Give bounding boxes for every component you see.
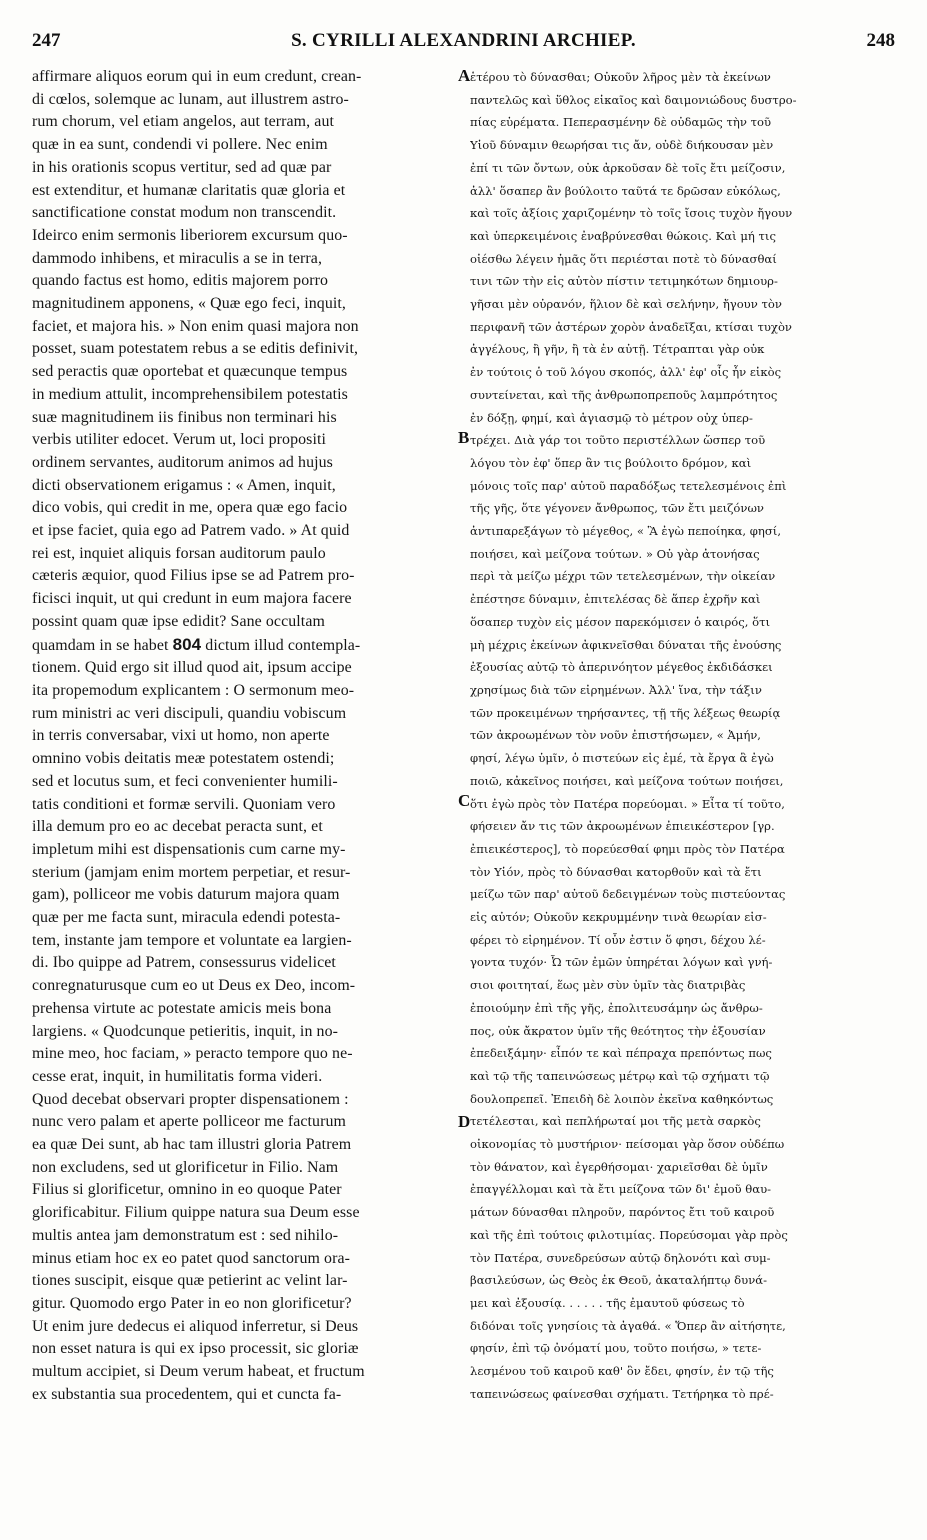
latin-text-line: Ut enim jure dedecus ei aliquod inferretur, si Deus	[32, 1317, 359, 1335]
greek-text-line: μει καὶ ἐξουσίᾳ. . . . . . τῆς ἐμαυτοῦ φύσεως τὸ	[470, 1295, 745, 1310]
greek-text-line: λόγου τὸν ἐφ' ὅπερ ἂν τις βούλοιτο δρόμον, καὶ	[470, 455, 752, 470]
greek-text-line: ἐπεδειξάμην· εἶπόν τε καὶ πέπραχα πρεπόντως πως	[470, 1046, 772, 1061]
greek-text-line: τῶν προκειμένων τηρήσαντες, τῇ τῆς λέξεως θεωρίᾳ	[470, 705, 781, 720]
latin-text-line: non esset natura is qui ex ipso processit, sic gloriæ	[32, 1340, 359, 1358]
latin-text-line: in medium attulit, incomprehensibilem potestatis	[32, 385, 348, 403]
greek-text-line: μάτων δύνασθαι πληροῦν, παρόντος ἔτι τοῦ καιροῦ	[470, 1205, 775, 1220]
latin-text-line: Filius si glorificetur, omnino in eo quoque Pater	[32, 1181, 342, 1199]
latin-text-line: quando factus est homo, editis majorem porro	[32, 272, 329, 290]
greek-text-line: πίας εὑρέματα. Πεπερασμένην δὲ οὐδαμῶς τὴν τοῦ	[470, 115, 772, 130]
greek-text-line: ἐξουσίας αὐτῷ τὸ ἀπερινόητον μέγεθος ἐκδιδάσκει	[470, 660, 773, 675]
greek-column	[470, 66, 894, 1526]
latin-text-line: di cœlos, solemque ac lunam, aut illustrem astro-	[32, 90, 349, 108]
greek-text-line: ἐν δόξῃ, φημί, καὶ ἁγιασμῷ τὸ μέτρον οὐχ ὑπερ-	[470, 410, 753, 425]
greek-text-line: περιφανῆ τῶν ἀστέρων χορὸν ἀναδεῖξαι, κτίσαι τυχὸν	[470, 319, 792, 334]
latin-text-line: magnitudinem apponens, « Quæ ego feci, inquit,	[32, 295, 346, 313]
greek-text-line: καὶ ὑπερκειμένοις ἐναβρύνεσθαι θώκοις. Καὶ μή τις	[470, 228, 776, 243]
latin-text-line: faciet, et majora his. » Non enim quasi majora non	[32, 317, 359, 335]
latin-text-line: glorificabitur. Filium quippe natura sua Deum esse	[32, 1204, 360, 1222]
greek-text-line: φήσειεν ἄν τις τῶν ἀκροωμένων ἐπιεικέστερον [γρ.	[470, 819, 775, 834]
running-title: S. CYRILLI ALEXANDRINI ARCHIEP.	[291, 30, 636, 51]
greek-text-line: μὴ μέχρις ἐκείνων ἀφικνεῖσθαι δύναται τῆς ἐνούσης	[470, 637, 782, 652]
latin-text-line: sed et locutus sum, et feci convenienter humili-	[32, 772, 338, 790]
latin-text-line: in his orationis scopus vertitur, sed ad quæ par	[32, 158, 332, 176]
greek-text-line: μόνοις τοῖς παρ' αὐτοῦ παραδόξως τετελεσμένοις ἐπὶ	[470, 478, 787, 493]
latin-text-line: conregnaturusque cum eo ut Deus ex Deo, incom-	[32, 977, 356, 995]
latin-text-line: sed peractis quæ oportebat et quæcunque tempus	[32, 363, 348, 381]
greek-text-line: ἀγγέλους, ἢ γῆν, ἢ τὰ ἐν αὐτῇ. Τέτραπται γὰρ οὐκ	[470, 342, 765, 357]
section-mark-a: A	[458, 66, 471, 85]
latin-text-line: quæ in ea sunt, condendi vi pollere. Nec enim	[32, 136, 328, 154]
greek-text-line: ποιῶ, κἀκεῖνος ποιήσει, καὶ μείζονα τούτων ποιήσει,	[470, 773, 784, 788]
latin-text-line: multum accipiet, si Deum verum habeat, et fructum	[32, 1363, 365, 1381]
greek-text-line: τὸν θάνατον, καὶ ἐγερθήσομαι· χαριεῖσθαι δὲ ὑμῖν	[470, 1159, 768, 1174]
greek-text-line: οἰέσθω λέγειν ἡμᾶς ὅτι περιέσται ποτὲ τὸ δύνασθαί	[470, 251, 777, 266]
greek-text-line: σιοι φοιτηταί, ἕως μὲν σὺν ὑμῖν τὰς διατριβὰς	[470, 978, 746, 993]
latin-text-line: tem, instante jam tempore et voluntate ea largien-	[32, 931, 352, 949]
greek-text-line: παντελῶς καὶ ὕθλος εἰκαῖος καὶ δαιμονιώδους δυστρο-	[470, 92, 797, 107]
latin-text-line: cæteris æquior, quod Filius ipse se ad Patrem pro-	[32, 567, 355, 585]
latin-text-line: rei est, inquiet aliquis forsan auditorum paulo	[32, 544, 326, 562]
greek-text-line: οἰκονομίας τὸ μυστήριον· πείσομαι γὰρ ὅσον οὐδέπω	[470, 1137, 785, 1152]
latin-text-line: di. Ibo quippe ad Patrem, consessurus videlicet	[32, 954, 336, 972]
latin-text-line: quamdam in se habet 804 dictum illud contempla-	[32, 634, 361, 654]
greek-text-line: ἀλλ' ὅσαπερ ἂν βούλοιτο ταῦτά τε δρῶσαν εὐκόλως,	[470, 183, 781, 198]
latin-text-line: mine meo, hoc faciam, » peracto tempore quo ne-	[32, 1045, 353, 1063]
greek-text-line: φέρει τὸ εἰρημένον. Τί οὖν ἐστιν ὅ φησι, δέχου λέ-	[470, 932, 766, 947]
latin-text-line: dicti observationem erigamus : « Amen, inquit,	[32, 476, 336, 494]
latin-text-line: ita propemodum explicantem : O sermonum meo-	[32, 681, 355, 699]
latin-text-line: verbis utiliter edocet. Verum ut, loci propositi	[32, 431, 327, 449]
greek-text-line: ὅσαπερ τυχὸν εἰς μέσον παρεκόμισεν ὁ καιρός, ὅτι	[470, 614, 771, 629]
page-number-right: 248	[866, 30, 895, 51]
latin-text-line: Quod decebat observari propter dispensationem :	[32, 1090, 349, 1108]
latin-text-line: largiens. « Quodcunque petieritis, inquit, in no-	[32, 1022, 339, 1040]
latin-text-line: in terris conversabar, vixi ut homo, non aperte	[32, 727, 330, 745]
latin-text-line: gam), polliceor me vobis daturum majora quam	[32, 886, 340, 904]
section-mark-c: C	[458, 791, 471, 810]
greek-text-line: συντείνεται, καὶ τῆς ἀνθρωποπρεποῦς λαμπρότητος	[470, 387, 778, 402]
greek-text-line: ἐπέστησε δύναμιν, ἐπιτελέσας δὲ ἅπερ ἐχρῆν καὶ	[470, 592, 761, 607]
greek-text-line: εἰς αὐτόν; Οὐκοῦν κεκρυμμένην τινὰ θεωρίαν εἰσ-	[470, 910, 767, 925]
latin-text-line: et ipse faciet, quia ego ad Patrem vado. » At quid	[32, 522, 350, 540]
latin-text-line: possint quam quæ ipse edidit? Sane occultam	[32, 612, 325, 630]
latin-text-line: tionem. Quid ergo sit illud quod ait, ipsum accipe	[32, 659, 352, 677]
greek-text-line: ὅτι ἐγὼ πρὸς τὸν Πατέρα πορεύομαι. » Εἶτα τί τοῦτο,	[470, 796, 785, 811]
latin-text-line: posset, suam potestatem rebus a se editis definivit,	[32, 340, 359, 358]
latin-text-line: tatis conditioni et formæ servili. Quoniam vero	[32, 795, 336, 813]
greek-text-line: τὸν Υἱόν, πρὸς τὸ δύνασθαι κατορθοῦν καὶ τὰ ἔτι	[470, 864, 762, 879]
latin-text-line: est extenditur, et humanæ claritatis quæ gloria et	[32, 181, 346, 199]
latin-text-line: ea quæ Dei sunt, ab hac tam illustri gloria Patrem	[32, 1136, 352, 1154]
greek-text-line: βασιλεύσων, ὡς Θεὸς ἐκ Θεοῦ, ἀκαταλήπτῳ δυνά-	[470, 1273, 767, 1288]
greek-text-line: τετέλεσται, καὶ πεπλήρωταί μοι τῆς μετὰ σαρκὸς	[470, 1114, 761, 1129]
section-mark-d: D	[458, 1112, 471, 1131]
latin-text-line: omnino vobis deitatis meæ potestatem ostendi;	[32, 750, 335, 768]
latin-text-line: sterium (jamjam enim mortem perpetiar, et resur-	[32, 863, 351, 881]
greek-text-line: πος, οὐκ ἄκρατον ὑμῖν τῆς θεότητος τὴν ἐξουσίαν	[470, 1023, 766, 1038]
latin-text-line: nunc vero palam et aperte polliceor me facturum	[32, 1113, 346, 1131]
greek-text-line: ἐν τούτοις ὁ τοῦ λόγου σκοπός, ἀλλ' ἐφ' οἷς ἦν εἰκὸς	[470, 365, 782, 380]
greek-text-line: χρησίμως διὰ τῶν εἰρημένων. Ἀλλ' ἵνα, τὴν τάξιν	[470, 682, 762, 697]
latin-column	[32, 66, 456, 1526]
column-number: 804	[172, 634, 202, 654]
greek-text-line: ἐπιεικέστερος], τὸ πορεύεσθαί φημι πρὸς τὸν Πατέρα	[470, 841, 785, 856]
greek-text-line: ἑτέρου τὸ δύνασθαι; Οὐκοῦν λῆρος μὲν τὰ ἐκείνων	[470, 70, 771, 84]
greek-text-line: ἐποιούμην ἐπὶ τῆς γῆς, ἐπολιτευσάμην ὡς ἄνθρω-	[470, 1000, 763, 1015]
greek-text-line: φησί, λέγω ὑμῖν, ὁ πιστεύων εἰς ἐμέ, τὰ ἔργα ἃ ἐγὼ	[470, 751, 774, 766]
greek-text-line: τινι τῶν τὴν εἰς αὐτὸν πίστιν τετιμηκότων δημιουρ-	[470, 274, 778, 289]
greek-text-line: Υἱοῦ δύναμιν θεωρήσαι τις ἄν, οὐδὲ διήκουσαν μὲν	[470, 138, 774, 153]
greek-text-line: καὶ τῷ τῆς ταπεινώσεως μέτρῳ καὶ τῷ σχήματι τῷ	[470, 1068, 770, 1083]
latin-text-line: minus etiam hoc ex eo patet quod sanctorum ora-	[32, 1249, 351, 1267]
latin-text-line: affirmare aliquos eorum qui in eum credunt, crean-	[32, 68, 362, 85]
greek-text-line: καὶ τοῖς ἀξίοις χαριζομένην τὸ τοῖς ἴσοις τυχὸν ἤγουν	[470, 206, 793, 221]
greek-text-line: τῶν ἀκροωμένων τὸν νοῦν ἐπιστήσωμεν, « Ἀμήν,	[470, 728, 761, 743]
greek-text-line: ἐπί τι τῶν ὄντων, οὐκ ἀρκοῦσαν δὲ τοῖς ἔτι μείζοσιν,	[470, 160, 786, 175]
latin-text-line: impletum mihi est dispensationis cum carne my-	[32, 840, 346, 858]
latin-text-line: tiones suscipit, eisque quæ petierint ac velint lar-	[32, 1272, 348, 1290]
latin-text-line: multis antea jam demonstratum est : sed nihilo-	[32, 1226, 339, 1244]
latin-text-line: dico vobis, qui credit in me, opera quæ ego facio	[32, 499, 348, 517]
greek-text-line: διδόναι τοῖς γνησίοις τὰ ἀγαθά. « Ὅπερ ἂν αἰτήσητε,	[470, 1318, 786, 1333]
page-header	[0, 30, 927, 60]
latin-text-line: illa demum pro eo ac decebat peracta sunt, et	[32, 818, 323, 836]
greek-text-line: καὶ τῆς ἐπὶ τούτοις φιλοτιμίας. Πορεύσομαι γὰρ πρὸς	[470, 1227, 788, 1242]
latin-text-line: ficisci inquit, ut qui credunt in eum majora facere	[32, 590, 352, 608]
greek-text-line: φησίν, ἐπὶ τῷ ὀνόματί μου, τοῦτο ποιήσω, » τετε-	[470, 1341, 762, 1356]
greek-text-line: τῆς γῆς, ὅτε γέγονεν ἄνθρωπος, τῶν ἔτι μειζόνων	[470, 501, 764, 516]
greek-text-line: ἐπαγγέλλομαι καὶ τὰ ἔτι μείζονα τῶν δι' ἐμοῦ θαυ-	[470, 1182, 772, 1197]
greek-text-line: λεσμένου τοῦ καιροῦ καθ' ὃν ἔδει, φησίν, ἐν τῷ τῆς	[470, 1364, 774, 1379]
page-number-left: 247	[32, 30, 61, 51]
latin-text-line: dammodo inhibens, et miraculis a se in terra,	[32, 249, 323, 267]
greek-text-line: τὸν Πατέρα, συνεδρεύσων αὐτῷ δηλονότι καὶ συμ-	[470, 1250, 771, 1265]
latin-text-line: gitur. Quomodo ergo Pater in eo non glorificetur?	[32, 1294, 352, 1312]
greek-text-line: ἀντιπαρεξάγων τὸ μέγεθος, « Ἃ ἐγὼ πεποίηκα, φησί,	[470, 524, 782, 539]
latin-text-line: Ideirco enim sermonis liberiorem excursum quo-	[32, 226, 348, 244]
latin-text-line: sanctificatione constat modum non transcendit.	[32, 204, 337, 222]
greek-text-line: ταπεινώσεως φαίνεσθαι σχήματι. Τετήρηκα τὸ πρέ-	[470, 1386, 774, 1401]
greek-text-line: περὶ τὰ μείζω μέχρι τῶν τετελεσμένων, τὴν οἰκείαν	[470, 569, 776, 584]
greek-text-line: τρέχει. Διὰ γάρ τοι τοῦτο περιστέλλων ὥσπερ τοῦ	[470, 433, 766, 448]
greek-text-line: γῆσαι μὲν οὐρανόν, ἥλιον δὲ καὶ σελήνην, ἤγουν τὸν	[470, 297, 782, 312]
greek-text-line: ποιήσει, καὶ μείζονα τούτων. » Οὐ γὰρ ἀτονήσας	[470, 546, 760, 561]
latin-text-line: rum chorum, vel etiam angelos, aut terram, aut	[32, 113, 335, 131]
latin-text-line: ordinem servantes, auditorum animos ad hujus	[32, 453, 333, 471]
latin-text-line: non excludens, sed ut glorificetur in Filio. Nam	[32, 1158, 339, 1176]
latin-text-line: cesse erat, inquit, in humilitatis forma videri.	[32, 1067, 323, 1085]
latin-text-line: suæ magnitudinem iis finibus non terminari his	[32, 408, 337, 426]
latin-text-line: rum ministri ac veri discipuli, quandiu vobiscum	[32, 704, 347, 722]
latin-text-line: quæ per me facta sunt, miracula edendi potesta-	[32, 909, 341, 927]
latin-text-line: ex substantia sua procedentem, qui et cuncta fa-	[32, 1385, 342, 1403]
greek-text-line: δουλοπρεπεῖ. Ἐπειδὴ δὲ λοιπὸν ἐκεῖνα καθηκόντως	[470, 1091, 774, 1106]
latin-text-line: prehensa virtute ac potestate amicis meis bona	[32, 999, 332, 1017]
greek-text-line: γοντα τυχόν· Ὦ τῶν ἐμῶν ὑπηρέται λόγων καὶ γνή-	[470, 955, 773, 970]
section-mark-b: B	[458, 428, 470, 447]
greek-text-line: μείζω τῶν παρ' αὐτοῦ δεδειγμένων τοὺς πιστεύοντας	[470, 887, 786, 902]
